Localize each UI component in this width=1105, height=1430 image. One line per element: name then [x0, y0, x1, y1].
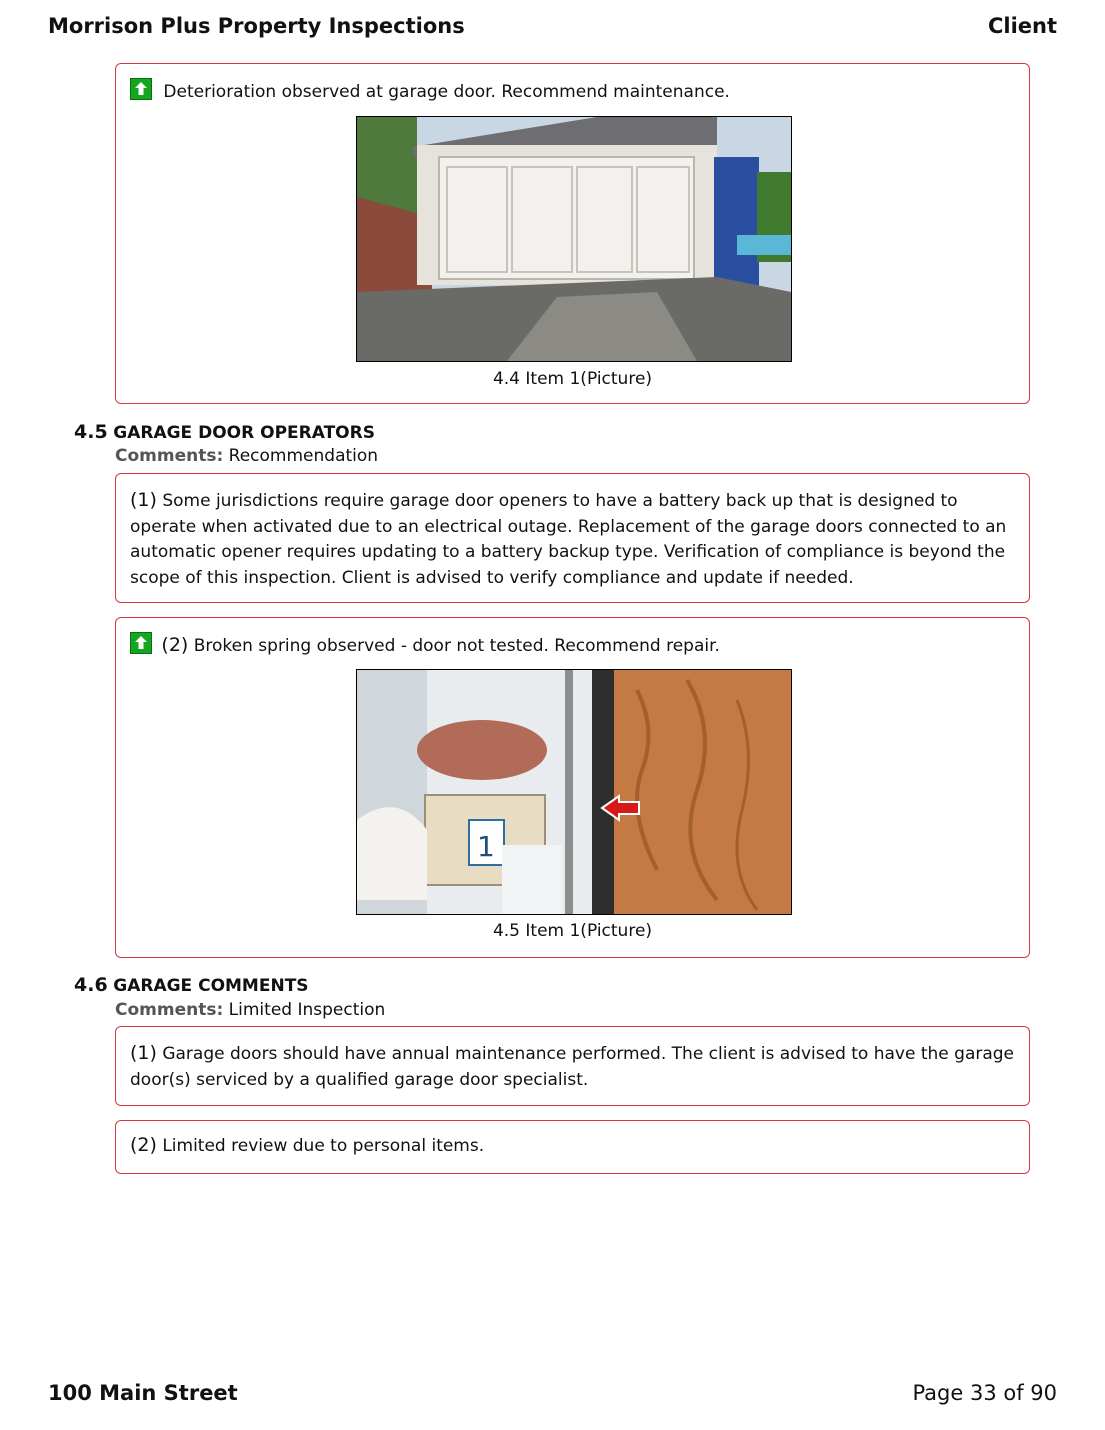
section-4-5-caption: 4.5 Item 1(Picture) — [492, 921, 653, 941]
green-repair-flag-icon — [130, 78, 152, 100]
section-4-6-title: 4.6 GARAGE COMMENTS — [74, 974, 309, 996]
company-name: Morrison Plus Property Inspections — [48, 14, 465, 38]
item-4-4-text: Deterioration observed at garage door. Recommend maintenance. — [163, 82, 730, 102]
section-4-6-note-2-text: (2) Limited review due to personal items. — [130, 1134, 485, 1156]
section-4-5-comments: Comments: Recommendation — [115, 446, 379, 466]
section-4-5-note-2-text-row: (2) Broken spring observed - door not tested. Recommend repair. — [130, 632, 720, 660]
broken-spring-photo — [356, 669, 792, 915]
client-label: Client — [987, 14, 1057, 38]
section-4-6-note-1 — [115, 1026, 1030, 1106]
section-4-5-title: 4.5 GARAGE DOOR OPERATORS — [74, 421, 375, 443]
section-4-6-comments: Comments: Limited Inspection — [115, 1000, 386, 1020]
property-address: 100 Main Street — [48, 1381, 238, 1405]
svg-text:1: 1 — [477, 830, 495, 863]
section-4-5-note-1-text: (1) Some jurisdictions require garage door openers to have a battery back up that is designed to operate when activated due to an electrical outage. Replacement of the garage doors connected to an automatic opener requires updating to a battery backup type. Verification of compliance is beyond the scope of this inspection. Client is advised to verify compliance and update if needed. — [130, 489, 1007, 588]
page-number: Page 33 of 90 — [912, 1381, 1057, 1405]
green-repair-flag-icon — [130, 632, 152, 654]
item-4-4-caption: 4.4 Item 1(Picture) — [492, 369, 653, 389]
section-4-5-note-1 — [115, 473, 1030, 603]
item-4-4-text-row — [130, 78, 730, 106]
item-4-4-box — [115, 63, 1030, 404]
section-4-6-note-1-text: (1) Garage doors should have annual maintenance performed. The client is advised to have the garage door(s) serviced by a qualified garage door specialist. — [130, 1042, 1015, 1090]
garage-door-photo — [356, 116, 792, 362]
section-4-6-note-2 — [115, 1120, 1030, 1174]
section-4-5-note-2 — [115, 617, 1030, 958]
